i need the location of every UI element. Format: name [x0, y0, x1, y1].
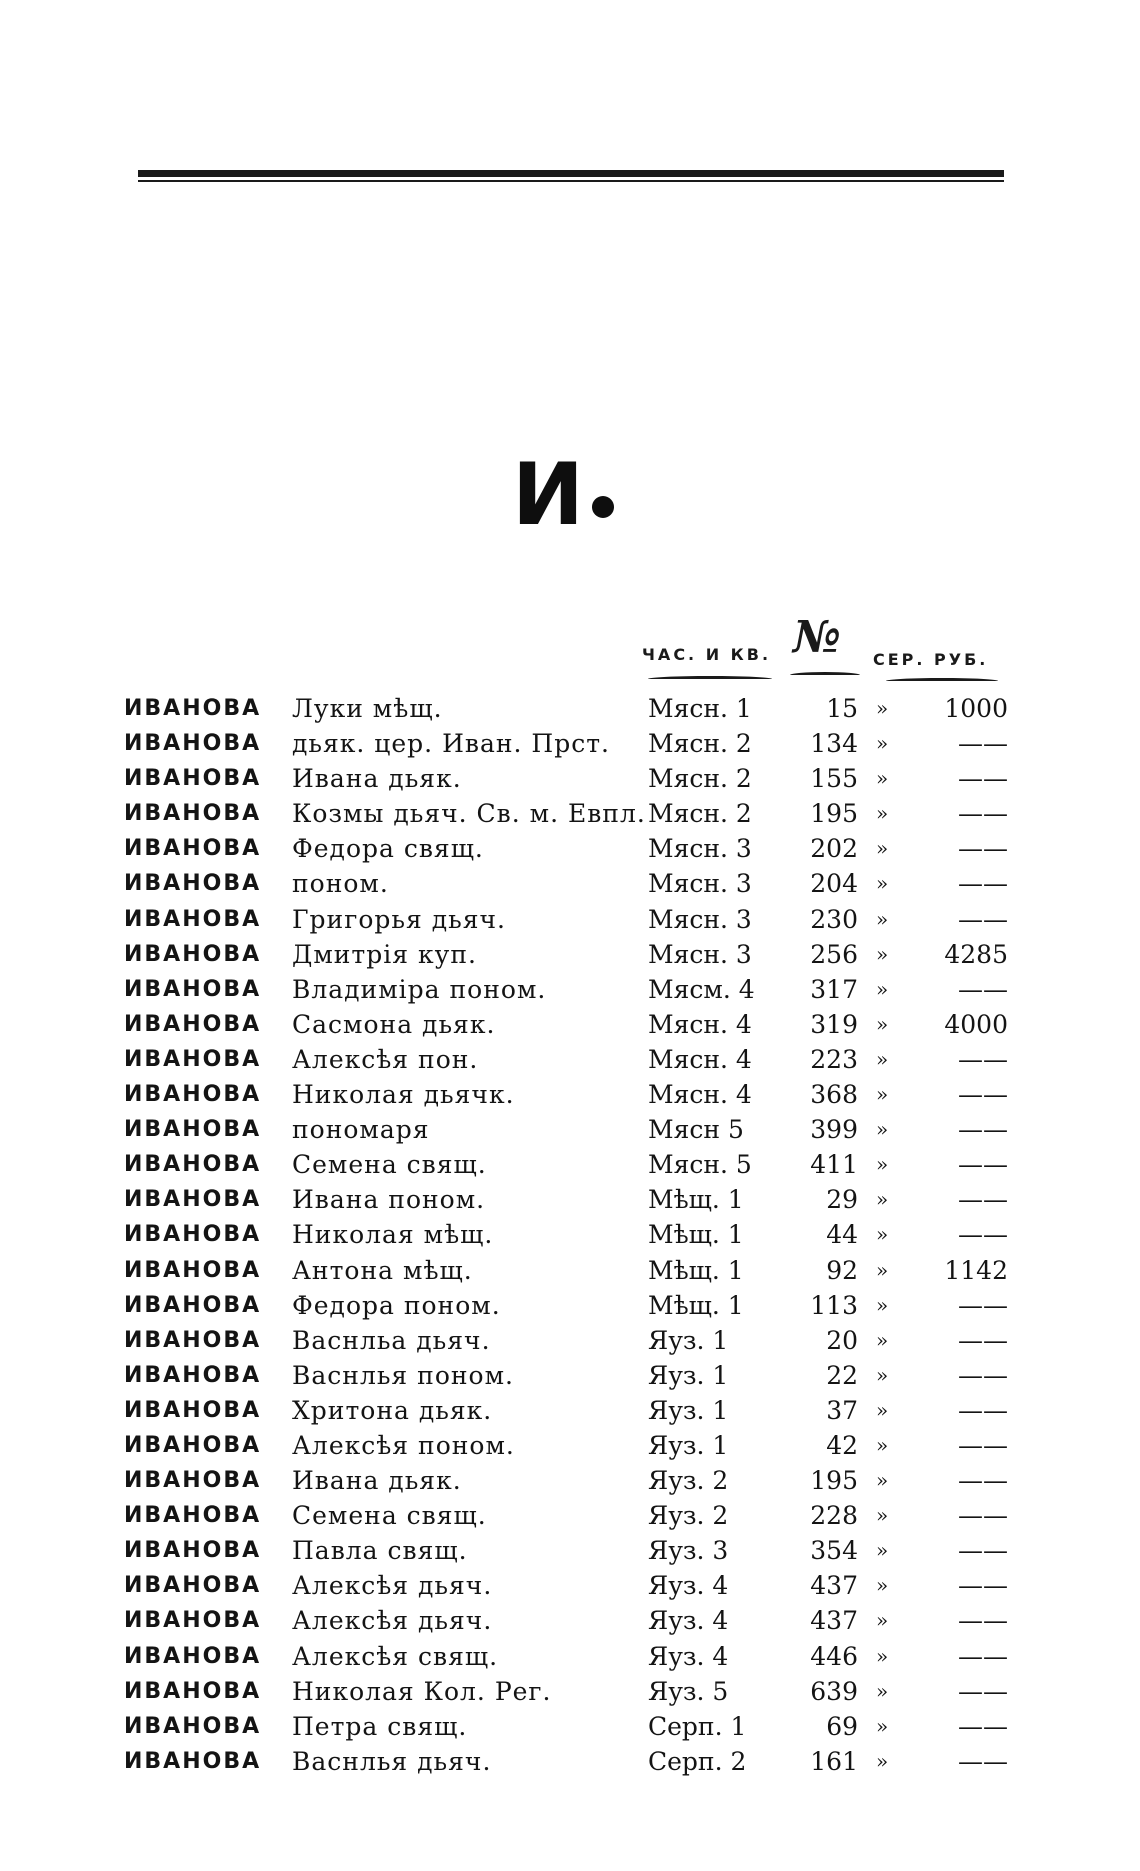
row-surname: ИВАНОВА — [124, 1257, 262, 1283]
row-surname: ИВАНОВА — [124, 801, 262, 827]
row-district: Яуз. 2 — [648, 1501, 729, 1531]
row-surname: ИВАНОВА — [124, 1011, 262, 1037]
row-district: Яуз. 4 — [648, 1606, 729, 1636]
table-row — [0, 691, 1140, 726]
row-number: 437 — [810, 1606, 858, 1636]
row-surname: ИВАНОВА — [124, 1608, 262, 1634]
row-number: 37 — [826, 1395, 858, 1425]
row-price: —— — [958, 1711, 1008, 1741]
row-price: —— — [958, 1606, 1008, 1636]
row-number: 202 — [810, 834, 858, 864]
table-row — [0, 902, 1140, 937]
row-surname: ИВАНОВА — [124, 1327, 262, 1353]
table-row — [0, 1042, 1140, 1077]
table-row — [0, 796, 1140, 831]
row-ditto-mark: » — [876, 1222, 889, 1247]
row-surname: ИВАНОВА — [124, 1573, 262, 1599]
row-ditto-mark: » — [876, 1678, 889, 1703]
row-price: —— — [958, 1185, 1008, 1215]
row-owner: Федора свящ. — [292, 834, 484, 864]
column-header-price: СЕР. РУБ. — [873, 650, 989, 669]
row-price: —— — [958, 1044, 1008, 1074]
row-ditto-mark: » — [876, 941, 889, 966]
row-number: 368 — [810, 1080, 858, 1110]
row-number: 639 — [810, 1676, 858, 1706]
table-row — [0, 972, 1140, 1007]
table-row — [0, 1639, 1140, 1674]
row-district: Серп. 2 — [648, 1746, 747, 1776]
row-surname: ИВАНОВА — [124, 1748, 262, 1774]
table-row — [0, 1568, 1140, 1603]
row-number: 44 — [826, 1220, 858, 1250]
row-price: —— — [958, 1115, 1008, 1145]
row-owner: Николая Кол. Рег. — [292, 1676, 552, 1706]
row-owner: Ивана дьяк. — [292, 1466, 462, 1496]
row-ditto-mark: » — [876, 1573, 889, 1598]
row-number: 69 — [826, 1711, 858, 1741]
row-district: Яуз. 5 — [648, 1676, 729, 1706]
row-surname: ИВАНОВА — [124, 696, 262, 721]
row-district: Мясн. 2 — [648, 764, 752, 794]
row-price: —— — [958, 974, 1008, 1004]
column-brace-price — [886, 678, 998, 681]
table-row — [0, 1744, 1140, 1779]
row-ditto-mark: » — [876, 1538, 889, 1563]
table-row — [0, 1147, 1140, 1182]
row-district: Мясм. 4 — [648, 974, 755, 1004]
row-number: 399 — [810, 1115, 858, 1145]
row-district: Мясн. 2 — [648, 799, 752, 829]
table-row — [0, 1217, 1140, 1252]
row-surname: ИВАНОВА — [124, 1117, 262, 1143]
row-district: Мясн. 4 — [648, 1044, 752, 1074]
row-district: Мясн. 3 — [648, 834, 752, 864]
row-ditto-mark: » — [876, 1187, 889, 1212]
row-surname: ИВАНОВА — [124, 1713, 262, 1739]
row-district: Мясн. 3 — [648, 939, 752, 969]
row-owner: Антона мѣщ. — [292, 1255, 473, 1285]
row-surname: ИВАНОВА — [124, 906, 262, 932]
row-owner: Дмитрія куп. — [292, 939, 477, 969]
row-surname: ИВАНОВА — [124, 1397, 262, 1423]
row-price: —— — [958, 1501, 1008, 1531]
row-district: Яуз. 1 — [648, 1360, 729, 1390]
row-district: Мѣщ. 1 — [648, 1290, 744, 1320]
row-owner: Алексѣя свящ. — [292, 1641, 499, 1671]
row-price: —— — [958, 1220, 1008, 1250]
row-number: 317 — [810, 974, 858, 1004]
row-surname: ИВАНОВА — [124, 1432, 262, 1458]
row-surname: ИВАНОВА — [124, 1643, 262, 1669]
row-ditto-mark: » — [876, 766, 889, 791]
row-number: 15 — [826, 694, 858, 723]
row-price: 4285 — [944, 939, 1008, 969]
header-rule-thin — [138, 180, 1004, 182]
row-district: Мѣщ. 1 — [648, 1220, 744, 1250]
row-number: 155 — [810, 764, 858, 794]
row-ditto-mark: » — [876, 1011, 889, 1036]
row-district: Мясн. 1 — [648, 694, 752, 723]
row-owner: Васнльа дьяч. — [292, 1325, 491, 1355]
table-row — [0, 1007, 1140, 1042]
row-district: Серп. 1 — [648, 1711, 747, 1741]
row-owner: Ивана поном. — [292, 1185, 486, 1215]
row-surname: ИВАНОВА — [124, 1222, 262, 1248]
row-number: 22 — [826, 1360, 858, 1390]
row-ditto-mark: » — [876, 1082, 889, 1107]
row-number: 411 — [810, 1150, 858, 1180]
row-district: Яуз. 1 — [648, 1325, 729, 1355]
row-ditto-mark: » — [876, 1046, 889, 1071]
row-surname: ИВАНОВА — [124, 941, 262, 967]
row-price: —— — [958, 834, 1008, 864]
row-number: 437 — [810, 1571, 858, 1601]
row-ditto-mark: » — [876, 1292, 889, 1317]
row-surname: ИВАНОВА — [124, 1468, 262, 1494]
row-surname: ИВАНОВА — [124, 1046, 262, 1072]
table-row — [0, 1253, 1140, 1288]
row-ditto-mark: » — [876, 871, 889, 896]
row-ditto-mark: » — [876, 1748, 889, 1773]
row-price: —— — [958, 1395, 1008, 1425]
row-surname: ИВАНОВА — [124, 1292, 262, 1318]
row-number: 319 — [810, 1009, 858, 1039]
row-owner: дьяк. цер. Иван. Прст. — [292, 729, 610, 759]
row-surname: ИВАНОВА — [124, 1678, 262, 1704]
table-row — [0, 1533, 1140, 1568]
column-header-number: № — [793, 612, 841, 663]
row-number: 446 — [810, 1641, 858, 1671]
table-row — [0, 831, 1140, 866]
row-owner: Хритона дьяк. — [292, 1395, 493, 1425]
row-price: 1142 — [944, 1255, 1008, 1285]
table-row — [0, 726, 1140, 761]
column-brace-district — [648, 676, 772, 679]
row-number: 20 — [826, 1325, 858, 1355]
row-district: Мясн. 3 — [648, 869, 752, 899]
row-district: Мѣщ. 1 — [648, 1185, 744, 1215]
row-owner: Козмы дьяч. Св. м. Евпл. — [292, 799, 646, 829]
table-row — [0, 1428, 1140, 1463]
row-price: —— — [958, 1746, 1008, 1776]
row-ditto-mark: » — [876, 1608, 889, 1633]
row-district: Яуз. 4 — [648, 1641, 729, 1671]
row-ditto-mark: » — [876, 906, 889, 931]
row-district: Мясн. 3 — [648, 904, 752, 934]
row-price: —— — [958, 799, 1008, 829]
row-owner: Сасмона дьяк. — [292, 1009, 496, 1039]
table-row — [0, 761, 1140, 796]
row-owner: Владиміра поном. — [292, 974, 547, 1004]
section-letter-dot — [592, 496, 614, 518]
row-number: 256 — [810, 939, 858, 969]
row-ditto-mark: » — [876, 1503, 889, 1528]
row-owner: Петра свящ. — [292, 1711, 468, 1741]
row-price: —— — [958, 764, 1008, 794]
row-number: 113 — [810, 1290, 858, 1320]
row-district: Яуз. 4 — [648, 1571, 729, 1601]
row-owner: Федора поном. — [292, 1290, 501, 1320]
row-district: Яуз. 2 — [648, 1466, 729, 1496]
column-brace-number — [790, 672, 860, 675]
row-owner: Павла свящ. — [292, 1536, 468, 1566]
row-surname: ИВАНОВА — [124, 836, 262, 862]
register-table — [0, 691, 1140, 1779]
row-district: Яуз. 3 — [648, 1536, 729, 1566]
row-district: Яуз. 1 — [648, 1395, 729, 1425]
row-price: —— — [958, 1325, 1008, 1355]
row-ditto-mark: » — [876, 696, 889, 720]
row-surname: ИВАНОВА — [124, 766, 262, 792]
row-price: —— — [958, 1360, 1008, 1390]
table-row — [0, 866, 1140, 901]
row-surname: ИВАНОВА — [124, 1503, 262, 1529]
row-ditto-mark: » — [876, 1432, 889, 1457]
section-letter: И — [512, 445, 584, 545]
table-row — [0, 1709, 1140, 1744]
row-surname: ИВАНОВА — [124, 976, 262, 1002]
row-price: —— — [958, 1536, 1008, 1566]
row-number: 354 — [810, 1536, 858, 1566]
row-ditto-mark: » — [876, 1362, 889, 1387]
row-price: —— — [958, 1080, 1008, 1110]
table-row — [0, 1498, 1140, 1533]
row-district: Мѣщ. 1 — [648, 1255, 744, 1285]
row-price: —— — [958, 1290, 1008, 1320]
row-number: 230 — [810, 904, 858, 934]
table-row — [0, 1358, 1140, 1393]
row-ditto-mark: » — [876, 731, 889, 756]
row-ditto-mark: » — [876, 801, 889, 826]
header-double-rule — [138, 170, 1004, 186]
row-owner: Ивана дьяк. — [292, 764, 462, 794]
row-ditto-mark: » — [876, 1397, 889, 1422]
row-number: 161 — [810, 1746, 858, 1776]
row-owner: Николая дьячк. — [292, 1080, 515, 1110]
row-ditto-mark: » — [876, 1468, 889, 1493]
row-price: —— — [958, 1430, 1008, 1460]
table-row — [0, 937, 1140, 972]
row-owner: пономаря — [292, 1115, 430, 1145]
row-price: —— — [958, 1641, 1008, 1671]
row-price: —— — [958, 1676, 1008, 1706]
row-owner: Алексѣя поном. — [292, 1430, 515, 1460]
row-number: 195 — [810, 799, 858, 829]
row-price: —— — [958, 1571, 1008, 1601]
table-row — [0, 1463, 1140, 1498]
row-owner: Николая мѣщ. — [292, 1220, 494, 1250]
row-number: 134 — [810, 729, 858, 759]
table-row — [0, 1288, 1140, 1323]
row-ditto-mark: » — [876, 976, 889, 1001]
row-district: Яуз. 1 — [648, 1430, 729, 1460]
table-row — [0, 1112, 1140, 1147]
row-district: Мясн. 4 — [648, 1080, 752, 1110]
row-surname: ИВАНОВА — [124, 1152, 262, 1178]
row-price: 4000 — [944, 1009, 1008, 1039]
row-owner: Луки мѣщ. — [292, 694, 443, 723]
row-ditto-mark: » — [876, 1643, 889, 1668]
row-ditto-mark: » — [876, 1327, 889, 1352]
row-surname: ИВАНОВА — [124, 731, 262, 757]
row-number: 42 — [826, 1430, 858, 1460]
row-ditto-mark: » — [876, 1152, 889, 1177]
table-row — [0, 1077, 1140, 1112]
row-district: Мясн 5 — [648, 1115, 744, 1145]
table-row — [0, 1603, 1140, 1638]
row-owner: Алексѣя дьяч. — [292, 1606, 493, 1636]
row-price: —— — [958, 1150, 1008, 1180]
row-price: —— — [958, 904, 1008, 934]
table-row — [0, 1182, 1140, 1217]
row-owner: поном. — [292, 869, 389, 899]
row-owner: Васнлья поном. — [292, 1360, 514, 1390]
row-surname: ИВАНОВА — [124, 1362, 262, 1388]
row-ditto-mark: » — [876, 1117, 889, 1142]
row-number: 228 — [810, 1501, 858, 1531]
table-row — [0, 1393, 1140, 1428]
row-surname: ИВАНОВА — [124, 1082, 262, 1108]
row-ditto-mark: » — [876, 836, 889, 861]
row-price: —— — [958, 1466, 1008, 1496]
table-row — [0, 1323, 1140, 1358]
row-number: 195 — [810, 1466, 858, 1496]
row-price: —— — [958, 869, 1008, 899]
row-surname: ИВАНОВА — [124, 1538, 262, 1564]
column-header-district: ЧАС. И КВ. — [642, 645, 772, 664]
row-surname: ИВАНОВА — [124, 871, 262, 897]
row-owner: Григорья дьяч. — [292, 904, 506, 934]
row-number: 204 — [810, 869, 858, 899]
row-price: —— — [958, 729, 1008, 759]
row-number: 29 — [826, 1185, 858, 1215]
row-owner: Семена свящ. — [292, 1150, 487, 1180]
row-ditto-mark: » — [876, 1257, 889, 1282]
row-number: 223 — [810, 1044, 858, 1074]
table-row — [0, 1674, 1140, 1709]
row-owner: Алексѣя дьяч. — [292, 1571, 493, 1601]
row-district: Мясн. 5 — [648, 1150, 752, 1180]
row-district: Мясн. 2 — [648, 729, 752, 759]
row-owner: Алексѣя пон. — [292, 1044, 479, 1074]
row-owner: Васнлья дьяч. — [292, 1746, 492, 1776]
row-ditto-mark: » — [876, 1713, 889, 1738]
header-rule-thick — [138, 170, 1004, 177]
row-price: 1000 — [944, 694, 1008, 723]
row-district: Мясн. 4 — [648, 1009, 752, 1039]
row-surname: ИВАНОВА — [124, 1187, 262, 1213]
row-owner: Семена свящ. — [292, 1501, 487, 1531]
row-number: 92 — [826, 1255, 858, 1285]
